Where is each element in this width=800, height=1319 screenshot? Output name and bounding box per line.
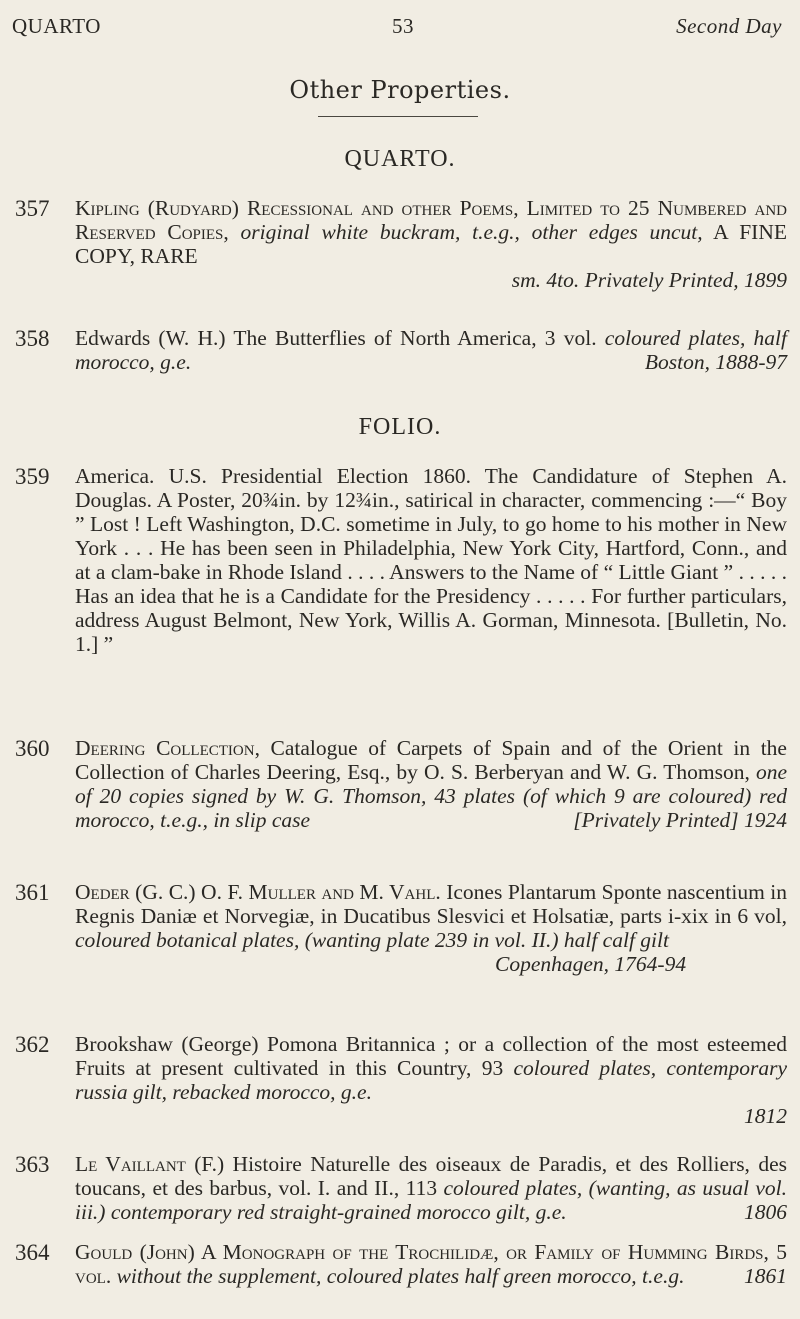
lot-number: 358: [15, 326, 50, 351]
lot-note: A FINE COPY, RARE: [75, 220, 788, 268]
lot-author: Edwards (W. H.): [75, 326, 226, 350]
lot-description: [75, 464, 787, 656]
lot-number: 357: [15, 196, 50, 221]
lot-number: 364: [15, 1240, 50, 1265]
lot-imprint: Copenhagen, 1764-94: [495, 952, 687, 976]
page-number: 53: [392, 14, 414, 38]
lot-imprint: sm. 4to. Privately Printed, 1899: [511, 268, 787, 292]
lot-author: Oeder (G. C.) O. F. Muller and M. Vahl.: [75, 880, 441, 904]
lot-description: [75, 1240, 787, 1288]
lot-author: America.: [75, 464, 155, 488]
lot-title: A Monograph of the Trochilidæ, or Family of Humming Birds, 5 vol.: [75, 1240, 788, 1288]
lot-number: 361: [15, 880, 50, 905]
lot-number: 363: [15, 1152, 50, 1177]
lot-title: Histoire Naturelle des oiseaux de Paradis, et des Rolliers, des toucans, et des barbus, vol. I. and II., 113: [75, 1152, 787, 1200]
lot-description: [75, 880, 787, 976]
lot-imprint: [Privately Printed] 1924: [573, 808, 787, 832]
lot-binding: coloured plates, contemporary russia gilt, rebacked morocco, g.e.: [75, 1056, 787, 1104]
lot-binding: one of 20 copies signed by W. G. Thomson, 43 plates (of which 9 are coloured) red morocco, t.e.g., in slip case: [75, 760, 787, 832]
lot-number: 362: [15, 1032, 50, 1057]
lot-title: Catalogue of Carpets of Spain and of the Orient in the Collection of Charles Deering, Esq., by O. S. Berberyan and W. G. Thomson,: [75, 736, 787, 784]
lot-title: Pomona Britannica ; or a collection of the most esteemed Fruits at present cultivated in this Country, 93: [75, 1032, 787, 1080]
lot-author: Kipling (Rudyard): [75, 196, 239, 220]
header-format: QUARTO: [12, 14, 101, 38]
quarto-heading: QUARTO.: [344, 146, 456, 172]
lot-imprint: 1812: [744, 1104, 787, 1128]
lot-title: Recessional and other Poems, Limited to 25 Numbered and Reserved Copies,: [75, 196, 788, 244]
lot-title: The Butterflies of North America, 3 vol.: [225, 326, 597, 350]
lot-description: [75, 1032, 787, 1128]
lot-description: [75, 196, 787, 292]
lot-description: [75, 326, 787, 374]
lot-description: [75, 1152, 787, 1224]
lot-description: [75, 736, 787, 832]
lot-imprint: 1861: [744, 1264, 787, 1288]
lot-title: Icones Plantarum Sponte nascentium in Regnis Daniæ et Norvegiæ, in Ducatibus Slesvici et Holsatiæ, parts i-xix in 6 vol,: [75, 880, 787, 928]
lot-binding: without the supplement, coloured plates half green morocco, t.e.g.: [111, 1264, 685, 1288]
lot-author: Le Vaillant (F.): [75, 1152, 225, 1176]
section-title: Other Properties.: [289, 76, 511, 104]
lot-author: Deering Collection,: [75, 736, 260, 760]
lot-imprint: 1806: [744, 1200, 787, 1224]
lot-number: 359: [15, 464, 50, 489]
title-rule: [318, 116, 478, 117]
lot-author: Gould (John): [75, 1240, 195, 1264]
lot-binding: coloured plates, half morocco, g.e.: [75, 326, 787, 374]
page-header: [12, 14, 782, 44]
lot-binding: coloured botanical plates, (wanting plate 239 in vol. II.) half calf gilt: [75, 928, 669, 952]
lot-title: U.S. Presidential Election 1860. The Candidature of Stephen A. Douglas. A Poster, 20¾in. by 12¾in., satirical in character, commencing :—“ Boy ” Lost ! Left Washington, D.C. sometime in July, to go home to his mother in New York . . . He has been seen in Philadelphia, New York City, Hartford, Conn., and at a clam-bake in Rhode Island . . . . Answers to the Name of “ Little Giant ” . . . . . Has an idea that he is a Candidate for the Presidency . . . . . For further particulars, address August Belmont, New York, Willis A. Gorman, Minnesota. [Bulletin, No. 1.] ”: [75, 464, 787, 656]
lot-number: 360: [15, 736, 50, 761]
lot-binding: original white buckram, t.e.g., other edges uncut,: [228, 220, 703, 244]
lot-author: Brookshaw (George): [75, 1032, 259, 1056]
folio-heading: FOLIO.: [358, 414, 442, 440]
lot-binding: coloured plates, (wanting, as usual vol. iii.) contemporary red straight-grained morocco gilt, g.e.: [75, 1176, 788, 1224]
lot-imprint: Boston, 1888-97: [644, 350, 787, 374]
header-sale-day: Second Day: [676, 14, 782, 38]
